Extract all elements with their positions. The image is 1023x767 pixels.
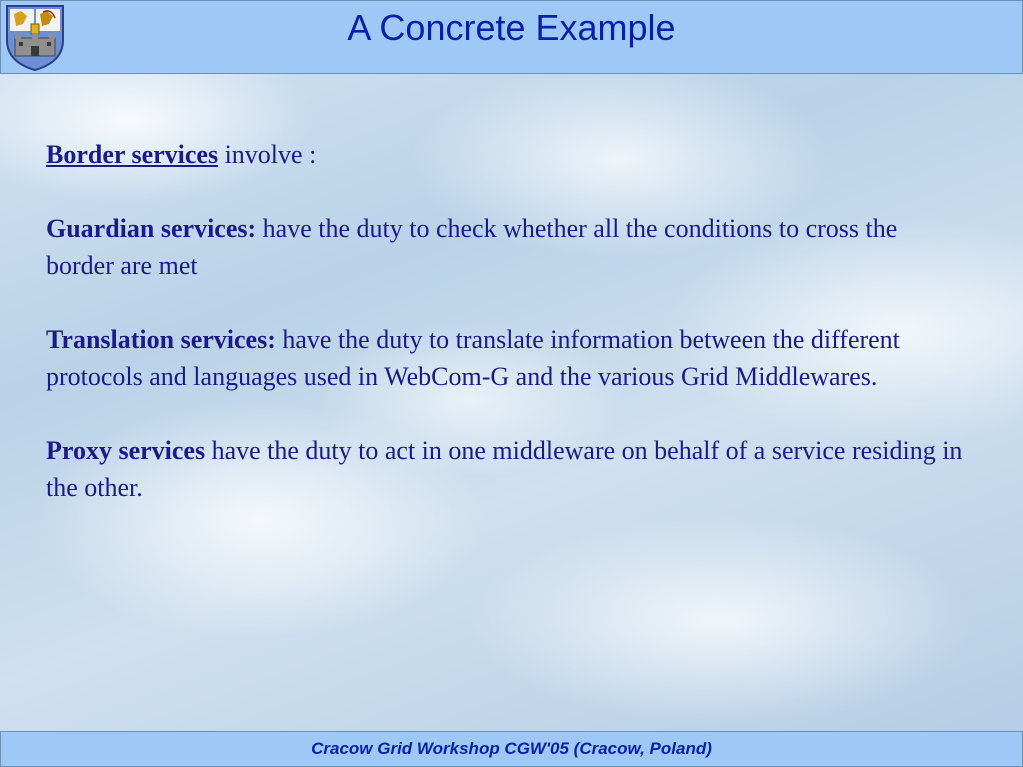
slide-title: A Concrete Example xyxy=(347,7,676,48)
guardian-text: have the duty to check whether all the conditions to cross the border are met xyxy=(46,214,898,280)
proxy-paragraph xyxy=(46,432,966,506)
translation-text: have the duty to translate information between the different protocols and languages used in WebCom-G and the various Grid Middlewares. xyxy=(46,325,900,391)
guardian-paragraph xyxy=(46,210,966,284)
border-services-term: Border services xyxy=(46,140,219,169)
proxy-services-term: Proxy services xyxy=(46,436,206,465)
guardian-services-term: Guardian services: xyxy=(46,214,257,243)
intro-paragraph xyxy=(46,136,966,173)
translation-paragraph xyxy=(46,321,966,395)
slide-header xyxy=(0,0,1023,74)
translation-services-term: Translation services: xyxy=(46,325,276,354)
slide-footer xyxy=(0,731,1023,767)
proxy-text: have the duty to act in one middleware on behalf of a service residing in the other. xyxy=(46,436,963,502)
slide-body xyxy=(46,136,966,543)
intro-text: involve : xyxy=(218,140,317,169)
footer-text: Cracow Grid Workshop CGW'05 (Cracow, Poland) xyxy=(311,739,712,758)
